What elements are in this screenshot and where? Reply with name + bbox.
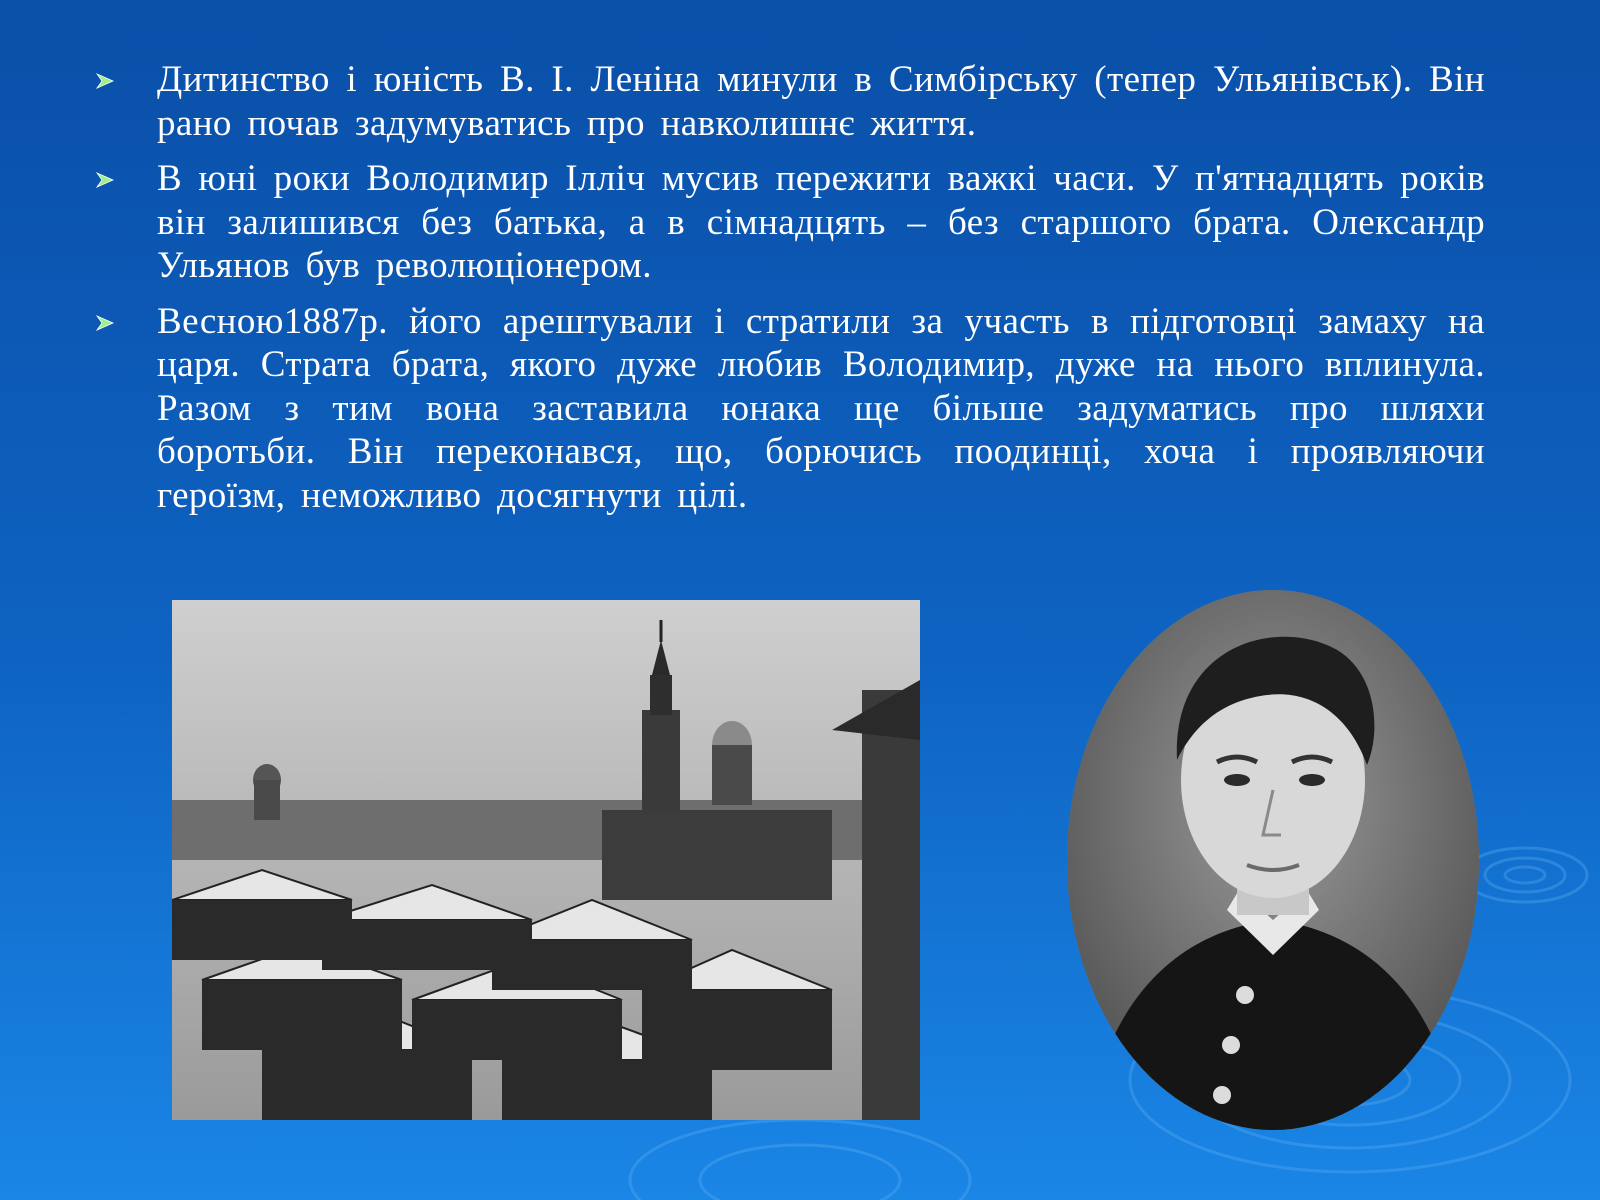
arrowhead-bullet-icon xyxy=(95,172,115,188)
bullet-item xyxy=(95,58,1485,145)
bullet-text: В юні роки Володимир Ілліч мусив пережити важкі часи. У п'ятнадцять років він залишився без батька, а в сімнадцять – без старшого брата. Олександр Ульянов був революціонером. xyxy=(157,158,1485,286)
bullet-item xyxy=(95,157,1485,288)
portrait-photo xyxy=(1067,590,1479,1130)
portrait-photo-image xyxy=(1067,590,1479,1130)
arrowhead-bullet-icon xyxy=(95,73,115,89)
bullet-list xyxy=(95,58,1485,529)
arrowhead-bullet-icon xyxy=(95,315,115,331)
bullet-text: Весною1887р. його арештували і стратили за участь в підготовці замаху на царя. Страта брата, якого дуже любив Володимир, дуже на нього вплинула. Разом з тим вона заставила юнака ще більше задуматись про шляхи боротьби. Він переконався, що, борючись поодинці, хоча і проявляючи героїзм, неможливо досягнути цілі. xyxy=(157,300,1485,516)
city-photo-image xyxy=(172,600,920,1120)
bullet-text: Дитинство і юність В. І. Леніна минули в Симбірську (тепер Ульянівськ). Він рано почав задумуватись про навколишнє життя. xyxy=(157,59,1485,144)
bullet-item xyxy=(95,300,1485,518)
city-photo xyxy=(172,600,920,1120)
